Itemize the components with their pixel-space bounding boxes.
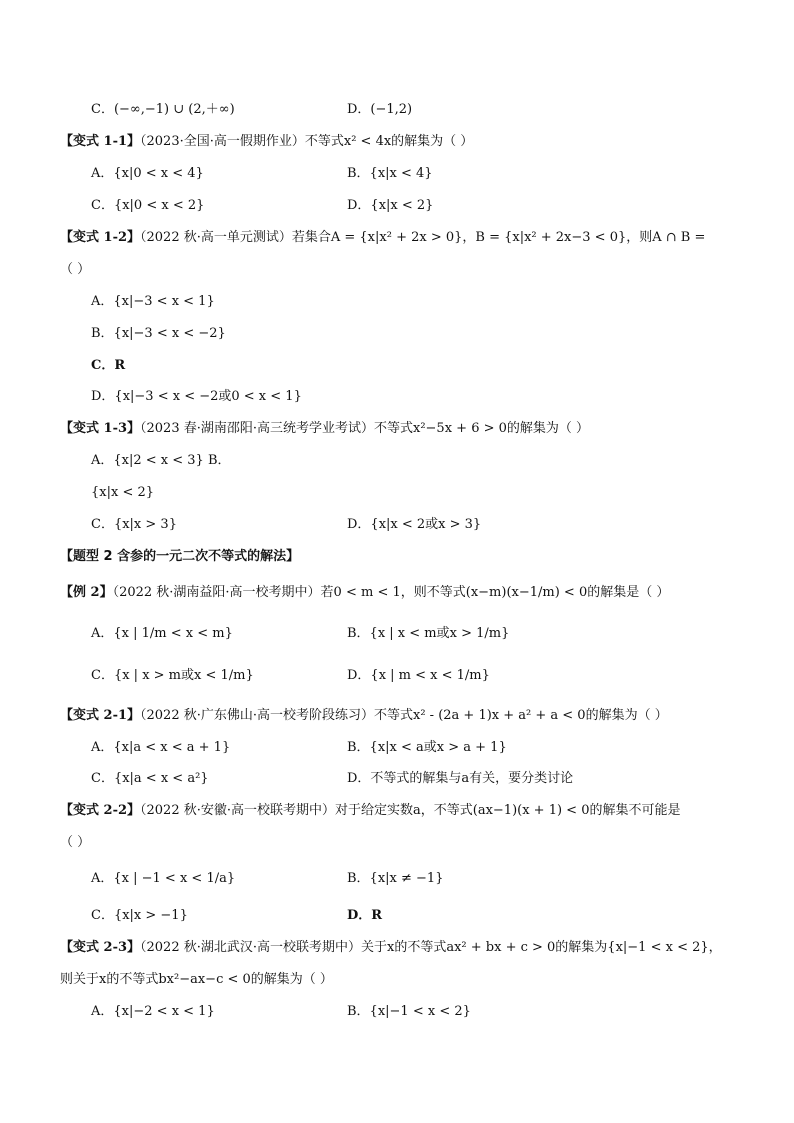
question-label: 【变式 2-2】 — [60, 803, 141, 818]
option-c: C．{x|a < x < a²} — [91, 771, 209, 786]
question-text: （2022 秋·湖北武汉·高一校联考期中）关于x的不等式ax² + bx + c > 0的解集为{x|−1 < x < 2}， — [140, 940, 722, 955]
question-variant-1-3 — [60, 420, 589, 438]
question-text: （2022 秋·安徽·高一校联考期中）对于给定实数a，不等式(ax−1)(x + 1) < 0的解集不可能是 — [140, 803, 681, 818]
question-variant-2-3 — [60, 939, 722, 957]
option-d: D．{x | m < x < 1/m} — [347, 668, 490, 683]
question-text: （2023·全国·高一假期作业）不等式x² < 4x的解集为（ ） — [140, 134, 474, 149]
option-d: D．{x|x < 2或x > 3} — [347, 517, 482, 532]
option-a: A．{x|0 < x < 4} — [91, 166, 204, 181]
option-d: D．(−1,2) — [347, 102, 413, 117]
option-b: B．{x | x < m或x > 1/m} — [347, 626, 510, 641]
question-example-2 — [60, 584, 669, 602]
question-text-cont: （ ） — [60, 262, 91, 277]
question-variant-1-1 — [60, 133, 473, 151]
question-label: 【例 2】 — [60, 585, 113, 600]
option-c: C．R — [91, 358, 126, 373]
option-b-cont: {x|x < 2} — [91, 485, 155, 500]
question-variant-2-1 — [60, 707, 668, 725]
option-c: C．{x | x > m或x < 1/m} — [91, 668, 254, 683]
option-b: B．{x|−3 < x < −2} — [91, 326, 226, 341]
question-variant-2-2 — [60, 802, 680, 820]
option-c: C．(−∞,−1) ∪ (2,＋∞) — [91, 102, 235, 117]
option-a: A．{x | 1/m < x < m} — [91, 626, 233, 641]
question-label: 【变式 1-1】 — [60, 134, 141, 149]
option-b: B．{x|−1 < x < 2} — [347, 1004, 471, 1019]
option-d: D．{x|x < 2} — [347, 198, 434, 213]
option-a: A．{x|−2 < x < 1} — [91, 1004, 215, 1019]
option-c: C．{x|x > −1} — [91, 908, 188, 923]
option-c: C．{x|x > 3} — [91, 517, 177, 532]
option-d: D．不等式的解集与a有关，要分类讨论 — [347, 771, 574, 786]
question-label: 【变式 2-1】 — [60, 708, 141, 723]
question-text-cont: 则关于x的不等式bx²−ax−c < 0的解集为（ ） — [60, 972, 333, 987]
question-text: （2023 春·湖南邵阳·高三统考学业考试）不等式x²−5x + 6 > 0的解集为（ ） — [140, 421, 590, 436]
question-text-cont: （ ） — [60, 835, 91, 850]
question-text: （2022 秋·湖南益阳·高一校考期中）若0 < m < 1，则不等式(x−m)(x−1/m) < 0的解集是（ ） — [112, 585, 670, 600]
option-b: B．{x|x ≠ −1} — [347, 871, 444, 886]
option-d: D．R — [347, 908, 383, 923]
question-variant-1-2 — [60, 229, 705, 247]
option-c: C．{x|0 < x < 2} — [91, 198, 205, 213]
option-b: B．{x|x < a或x > a + 1} — [347, 740, 507, 755]
option-b: B．{x|x < 4} — [347, 166, 433, 181]
option-a: A．{x|2 < x < 3} B． — [91, 453, 231, 468]
question-text: （2022 秋·广东佛山·高一校考阶段练习）不等式x² - (2a + 1)x + a² + a < 0的解集为（ ） — [140, 708, 668, 723]
option-a: A．{x | −1 < x < 1/a} — [91, 871, 236, 886]
question-text: （2022 秋·高一单元测试）若集合A = {x|x² + 2x > 0}，B = {x|x² + 2x−3 < 0}，则A ∩ B = — [140, 230, 706, 245]
option-a: A．{x|a < x < a + 1} — [91, 740, 231, 755]
question-label: 【变式 2-3】 — [60, 940, 141, 955]
topic-heading: 【题型 2 含参的一元二次不等式的解法】 — [60, 549, 300, 564]
option-a: A．{x|−3 < x < 1} — [91, 294, 215, 309]
question-label: 【变式 1-2】 — [60, 230, 141, 245]
option-d: D．{x|−3 < x < −2或0 < x < 1} — [91, 389, 302, 404]
question-label: 【变式 1-3】 — [60, 421, 141, 436]
